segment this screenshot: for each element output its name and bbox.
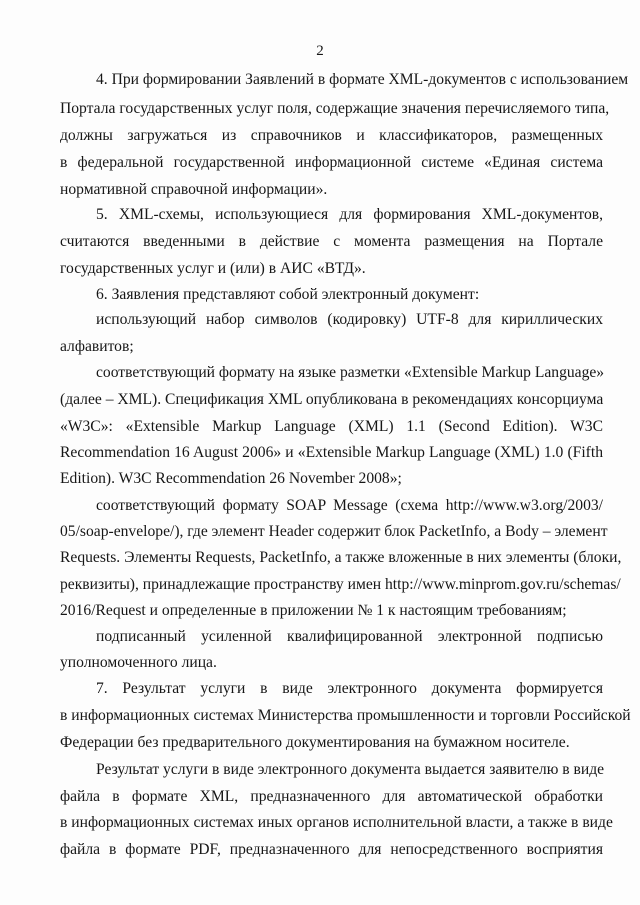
page-number: 2 [316, 43, 324, 59]
text-line: подписанный усиленной квалифицированной электронной подписью [96, 628, 603, 645]
text-line: считаются введенными в действие с момента размещения на Портале [60, 233, 603, 250]
text-line: 6. Заявления представляют собой электронный документ: [96, 286, 480, 303]
text-line: 5. XML-схемы, использующиеся для формирования XML-документов, [96, 206, 603, 223]
text-line: Результат услуги в виде электронного документа выдается заявителю в виде [96, 761, 605, 778]
text-line: (далее – XML). Спецификация XML опубликована в рекомендациях консорциума [60, 391, 604, 408]
text-line: использующий набор символов (кодировку) UTF-8 для кириллических [96, 311, 603, 328]
text-line: должны загружаться из справочников и классификаторов, размещенных [60, 127, 603, 144]
text-line: файла в формате PDF, предназначенного для непосредственного восприятия [60, 841, 603, 858]
text-line: нормативной справочной информации». [60, 181, 328, 198]
text-line: 7. Результат услуги в виде электронного документа формируется [96, 680, 603, 697]
text-line: 4. При формировании Заявлений в формате XML-документов с использованием [96, 71, 629, 88]
text-line: в информационных системах Министерства промышленности и торговли Российской [60, 707, 631, 724]
text-line: государственных услуг и (или) в АИС «ВТД». [60, 260, 366, 277]
text-line: в федеральной государственной информационной системе «Единая система [60, 154, 603, 171]
text-line: в информационных системах иных органов исполнительной власти, а также в виде [60, 814, 613, 831]
text-line: соответствующий формату на языке разметки «Extensible Markup Language» [96, 364, 605, 381]
text-line: соответствующий формату SOAP Message (схема http://www.w3.org/2003/ [96, 497, 603, 514]
text-line: Recommendation 16 August 2006» и «Extensible Markup Language (XML) 1.0 (Fifth [60, 444, 603, 461]
text-line: 2016/Request и определенные в приложении № 1 к настоящим требованиям; [60, 602, 567, 619]
text-line: Requests. Элементы Requests, PacketInfo, а также вложенные в них элементы (блоки, [60, 549, 622, 566]
text-line: Портала государственных услуг поля, содержащие значения перечисляемого типа, [60, 100, 610, 117]
text-line: файла в формате XML, предназначенного для автоматической обработки [60, 788, 603, 805]
text-line: уполномоченного лица. [60, 654, 217, 671]
text-line: «W3C»: «Extensible Markup Language (XML) 1.1 (Second Edition). W3C [60, 418, 603, 435]
text-line: реквизиты), принадлежащие пространству имен http://www.minprom.gov.ru/schemas/ [60, 576, 621, 593]
text-line: алфавитов; [60, 338, 134, 355]
text-line: 05/soap-envelope/), где элемент Header содержит блок PacketInfo, а Body – элемент [60, 523, 608, 540]
text-line: Edition). W3C Recommendation 26 November 2008»; [60, 470, 402, 487]
text-line: Федерации без предварительного документирования на бумажном носителе. [60, 734, 570, 751]
